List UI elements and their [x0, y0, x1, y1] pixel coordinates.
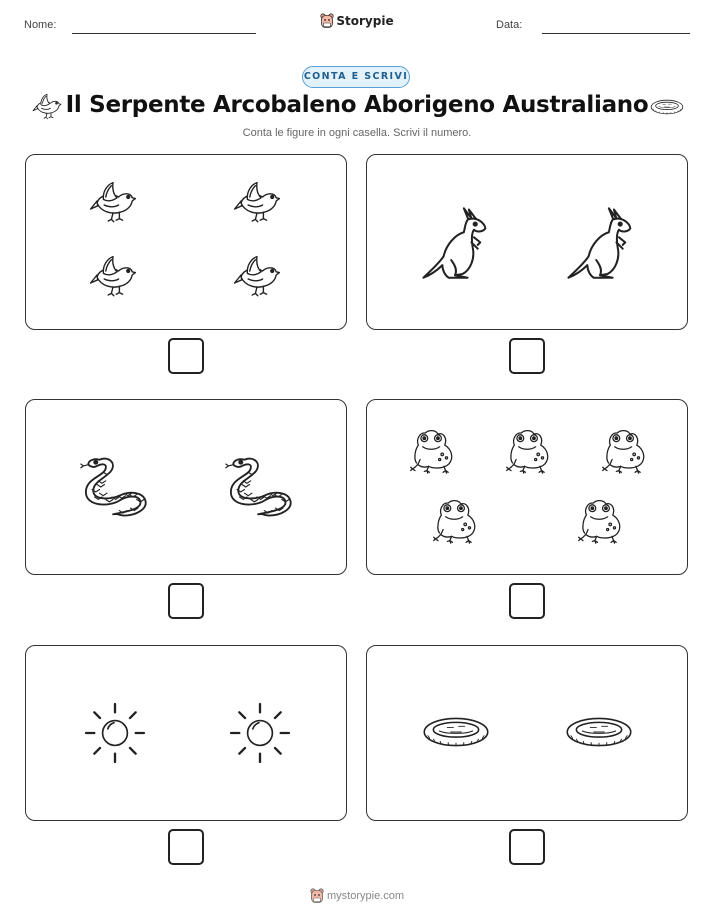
name-line[interactable] — [72, 33, 256, 34]
snake-icon — [225, 456, 295, 518]
page-title: Il Serpente Arcobaleno Aborigeno Australiano — [65, 92, 649, 118]
name-label: Nome: — [24, 19, 57, 31]
footer — [0, 888, 714, 904]
answer-box-birds[interactable] — [168, 338, 204, 374]
frog-icon — [576, 498, 624, 544]
snake-icon — [80, 456, 150, 518]
sun-icon — [229, 702, 291, 764]
count-card-waterholes — [366, 645, 688, 821]
waterhole-icon — [422, 714, 490, 750]
bird-icon — [233, 255, 281, 299]
frog-icon — [408, 428, 456, 474]
waterhole-icon — [650, 98, 684, 116]
footer-url[interactable]: mystorypie.com — [327, 890, 405, 902]
activity-badge: CONTA E SCRIVI — [302, 66, 410, 88]
answer-box-suns[interactable] — [168, 829, 204, 865]
kangaroo-icon — [422, 207, 488, 279]
mascot-icon — [320, 13, 334, 29]
date-line[interactable] — [542, 33, 690, 34]
count-card-kangaroos — [366, 154, 688, 330]
answer-box-kangaroos[interactable] — [509, 338, 545, 374]
instructions: Conta le figure in ogni casella. Scrivi il numero. — [242, 127, 472, 139]
bird-icon — [89, 255, 137, 299]
frog-icon — [431, 498, 479, 544]
bird-icon — [233, 181, 281, 225]
mascot-icon — [310, 888, 324, 904]
frog-icon — [600, 428, 648, 474]
brand-name: Storypie — [336, 14, 394, 28]
count-card-frogs — [366, 399, 688, 575]
count-card-suns — [25, 645, 347, 821]
answer-box-frogs[interactable] — [509, 583, 545, 619]
date-label: Data: — [496, 19, 523, 31]
brand-logo — [0, 13, 714, 29]
answer-box-waterholes[interactable] — [509, 829, 545, 865]
waterhole-icon — [565, 714, 633, 750]
bird-icon — [89, 181, 137, 225]
answer-box-snakes[interactable] — [168, 583, 204, 619]
count-card-birds — [25, 154, 347, 330]
sun-icon — [84, 702, 146, 764]
kangaroo-icon — [567, 207, 633, 279]
count-card-snakes — [25, 399, 347, 575]
frog-icon — [504, 428, 552, 474]
